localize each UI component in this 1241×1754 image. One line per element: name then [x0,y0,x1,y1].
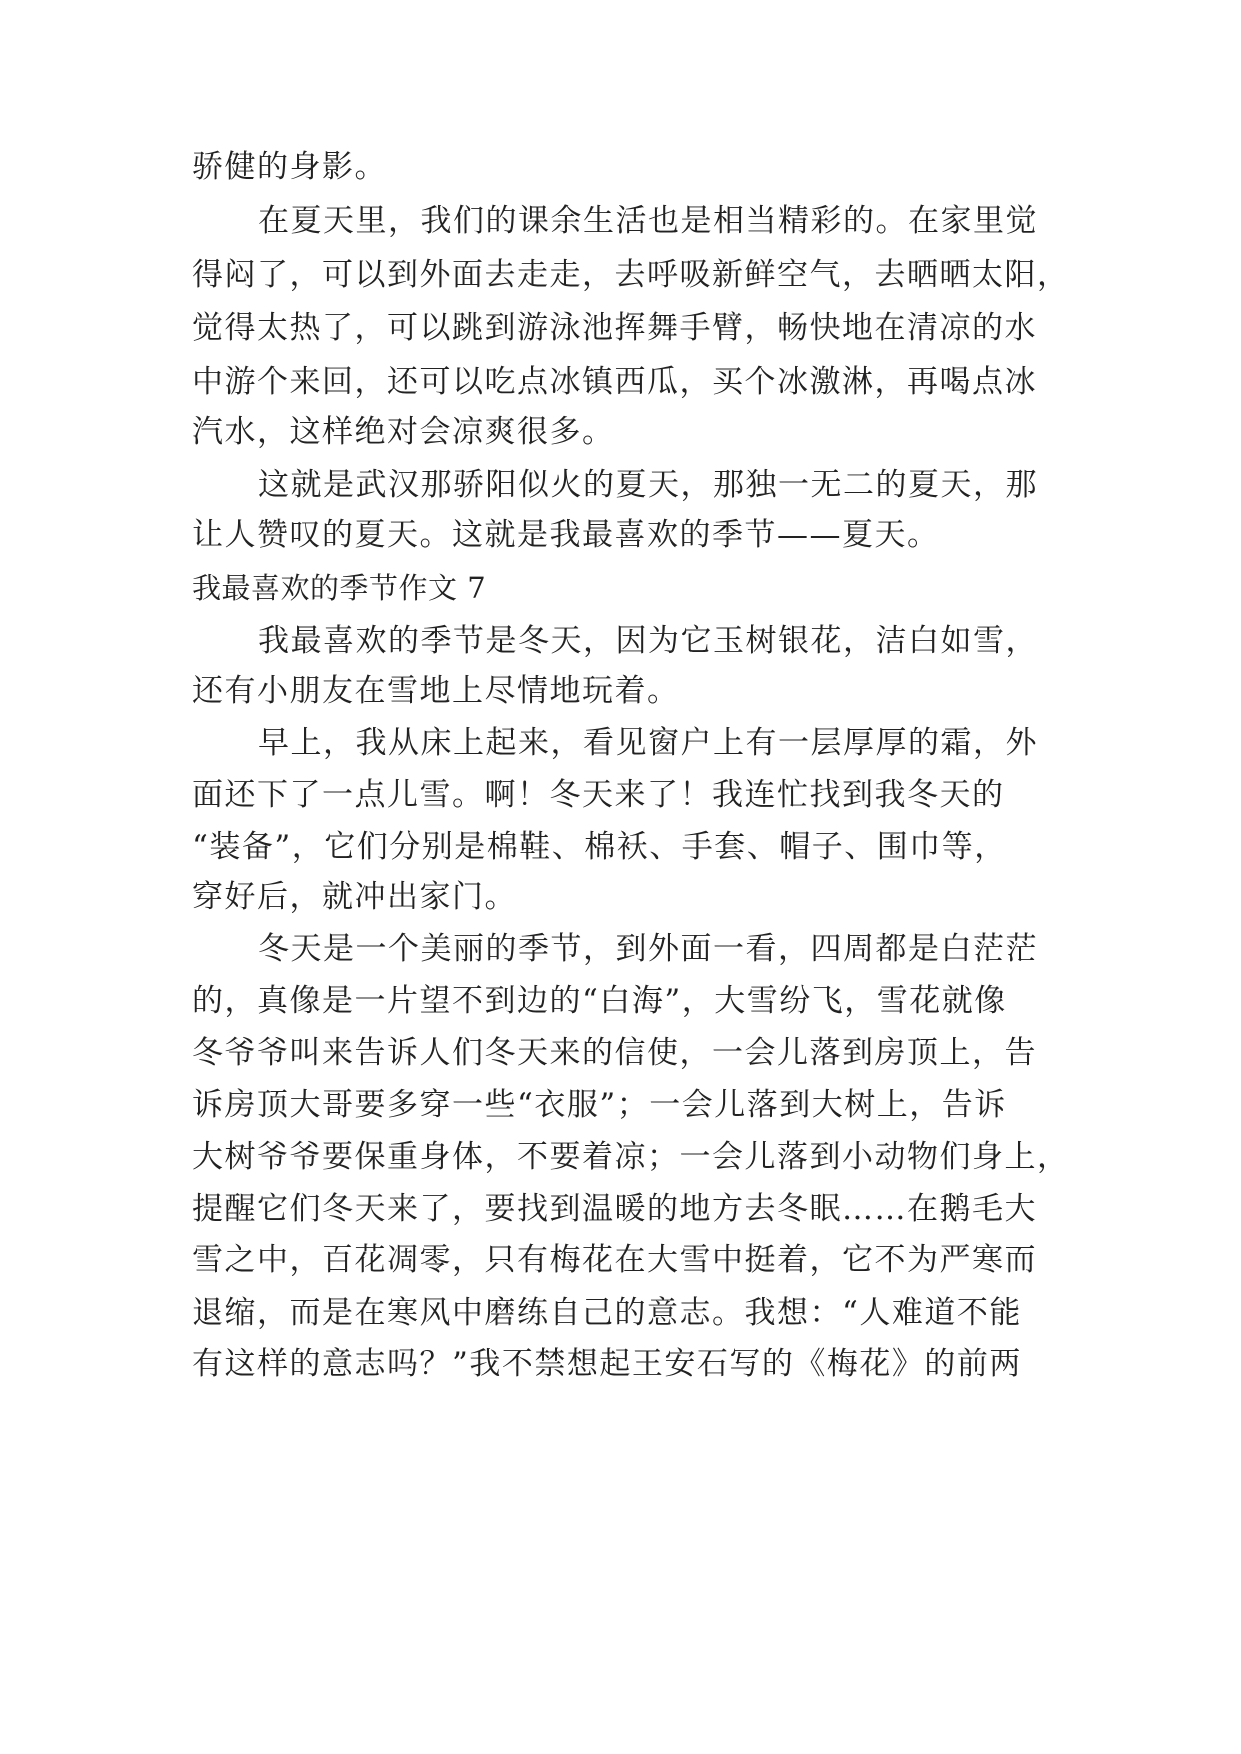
text-line: 汽水，这样绝对会凉爽很多。 [192,414,615,450]
text-line: 得闷了，可以到外面去走走，去呼吸新鲜空气，去晒晒太阳， [192,257,1070,293]
text-line: 让人赞叹的夏天。这就是我最喜欢的季节——夏天。 [192,517,940,553]
text-line: 觉得太热了，可以跳到游泳池挥舞手臂，畅快地在清凉的水 [192,310,1037,346]
text-line: 雪之中，百花凋零，只有梅花在大雪中挺着，它不为严寒而 [192,1242,1037,1278]
text-line: 大树爷爷要保重身体，不要着凉；一会儿落到小动物们身上， [192,1139,1070,1175]
text-line: 的，真像是一片望不到边的“白海”，大雪纷飞，雪花就像 [192,983,1007,1019]
text-line: 这就是武汉那骄阳似火的夏天，那独一无二的夏天，那 [258,467,1038,503]
text-line: 冬天是一个美丽的季节，到外面一看，四周都是白茫茫 [258,931,1038,967]
text-line: 面还下了一点儿雪。啊！冬天来了！我连忙找到我冬天的 [192,777,1005,813]
text-line: 在夏天里，我们的课余生活也是相当精彩的。在家里觉 [258,203,1038,239]
text-line: 早上，我从床上起来，看见窗户上有一层厚厚的霜，外 [258,725,1038,761]
text-line: 诉房顶大哥要多穿一些“衣服”；一会儿落到大树上，告诉 [192,1087,1007,1123]
text-line: 骄健的身影。 [192,149,387,185]
text-line: 中游个来回，还可以吃点冰镇西瓜，买个冰激淋，再喝点冰 [192,364,1037,400]
section-heading: 我最喜欢的季节作文 7 [192,571,487,605]
text-line: 有这样的意志吗？”我不禁想起王安石写的《梅花》的前两 [192,1346,1022,1382]
text-line: 还有小朋友在雪地上尽情地玩着。 [192,673,680,709]
text-line: “装备”，它们分别是棉鞋、棉袄、手套、帽子、围巾等， [192,829,1007,865]
text-line: 冬爷爷叫来告诉人们冬天来的信使，一会儿落到房顶上，告 [192,1035,1037,1071]
text-line: 穿好后，就冲出家门。 [192,879,517,915]
text-line: 退缩，而是在寒风中磨练自己的意志。我想：“人难道不能 [192,1295,1022,1331]
text-line: 我最喜欢的季节是冬天，因为它玉树银花，洁白如雪， [258,623,1038,659]
text-line: 提醒它们冬天来了，要找到温暖的地方去冬眠……在鹅毛大 [192,1191,1037,1227]
